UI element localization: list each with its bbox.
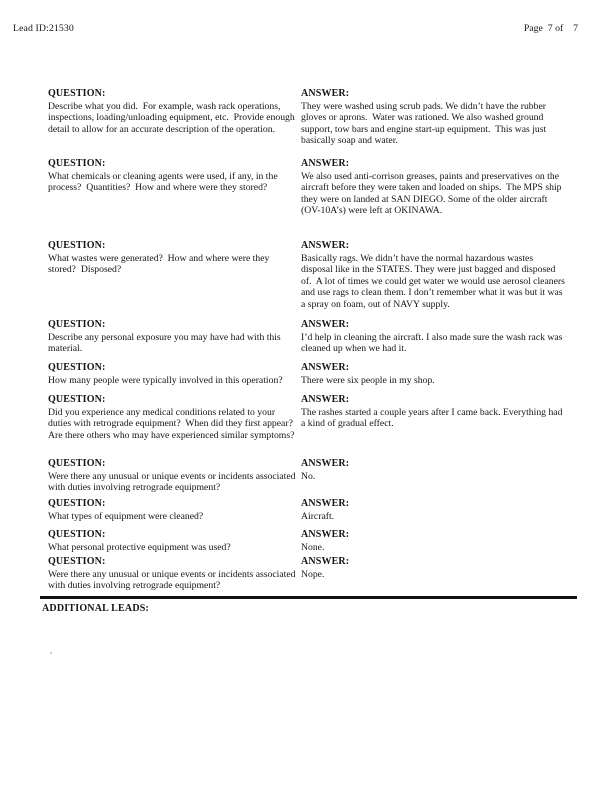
answer-block (301, 240, 568, 310)
answer-label: ANSWER: (301, 556, 350, 567)
question-label: QUESTION: (48, 529, 106, 540)
question-text: Were there any unusual or unique events or incidents associated with duties involving retrograde equipment? (48, 470, 298, 493)
answer-block (301, 556, 565, 580)
question-text: What chemicals or cleaning agents were used, if any, in the process? Quantities? How and where were they stored? (48, 170, 281, 193)
lead-id-label: Lead ID:21530 (13, 23, 74, 34)
question-text: Were there any unusual or unique events or incidents associated with duties involving retrograde equipment? (48, 568, 298, 591)
answer-text: I’d help in cleaning the aircraft. I also made sure the wash rack was cleaned up when we had it. (301, 331, 565, 354)
answer-block (301, 88, 565, 147)
question-text: How many people were typically involved in this operation? (48, 374, 283, 386)
question-block (48, 529, 298, 553)
answer-label: ANSWER: (301, 394, 350, 405)
question-text: What wastes were generated? How and where were they stored? Disposed? (48, 252, 272, 275)
scan-artifact (50, 652, 52, 654)
answer-text: Aircraft. (301, 510, 335, 522)
answer-block (301, 458, 565, 482)
answer-label: ANSWER: (301, 529, 350, 540)
question-block (48, 498, 298, 522)
question-text: What types of equipment were cleaned? (48, 510, 204, 522)
answer-label: ANSWER: (301, 88, 350, 99)
answer-text: We also used anti-corrison greases, paints and preservatives on the aircraft before they were taken and loaded on ships. The MPS ship they were on landed at SAN DIEGO. Some of the older aircraft (OV-10A’s) were left at OKINAWA. (301, 170, 564, 216)
answer-label: ANSWER: (301, 362, 350, 373)
question-text: What personal protective equipment was used? (48, 541, 231, 553)
question-label: QUESTION: (48, 362, 106, 373)
question-block (48, 158, 298, 194)
answer-text: Nope. (301, 568, 325, 580)
question-label: QUESTION: (48, 319, 106, 330)
question-block (48, 556, 298, 592)
answer-block (301, 362, 565, 386)
answer-label: ANSWER: (301, 458, 350, 469)
question-label: QUESTION: (48, 498, 106, 509)
answer-label: ANSWER: (301, 319, 350, 330)
question-label: QUESTION: (48, 458, 106, 469)
answer-text: Basically rags. We didn’t have the normal hazardous wastes disposal like in the STATES. They were just bagged and disposed of. A lot of times we could get water we would use aerosol cleaners and use rags to clean them. I don’t remember what it was but it was a spray on foam, out of NAVY supply. (301, 252, 568, 310)
answer-block (301, 529, 565, 553)
question-label: QUESTION: (48, 158, 106, 169)
question-label: QUESTION: (48, 88, 106, 99)
answer-block (301, 158, 565, 217)
answer-text: No. (301, 470, 316, 482)
answer-block (301, 498, 565, 522)
question-block (48, 394, 298, 441)
section-divider (40, 596, 577, 599)
additional-leads-heading: ADDITIONAL LEADS: (42, 603, 150, 614)
question-label: QUESTION: (48, 556, 106, 567)
question-block (48, 240, 298, 276)
answer-block (301, 319, 565, 355)
answer-label: ANSWER: (301, 158, 350, 169)
question-block (48, 458, 298, 494)
answer-block (301, 394, 565, 430)
question-label: QUESTION: (48, 394, 106, 405)
answer-text: None. (301, 541, 325, 553)
answer-text: They were washed using scrub pads. We didn’t have the rubber gloves or aprons. Water was rationed. We also washed ground support, tow bars and engine start-up equipment. This was just basically soap and water. (301, 100, 549, 146)
question-block (48, 88, 298, 135)
question-text: Describe any personal exposure you may have had with this material. (48, 331, 284, 354)
answer-text: There were six people in my shop. (301, 374, 435, 386)
question-block (48, 362, 298, 386)
answer-label: ANSWER: (301, 240, 350, 251)
question-block (48, 319, 298, 355)
question-label: QUESTION: (48, 240, 106, 251)
question-text: Describe what you did. For example, wash rack operations, inspections, loading/unloading equipment, etc. Provide enough detail to allow for an accurate description of the operation. (48, 100, 298, 135)
page-number-label: Page 7 of 7 (523, 23, 578, 34)
answer-text: The rashes started a couple years after I came back. Everything had a kind of gradual effect. (301, 406, 565, 429)
question-text: Did you experience any medical conditions related to your duties with retrograde equipment? When did they first appear? Are there others who may have experienced similar symptoms? (48, 406, 298, 441)
answer-label: ANSWER: (301, 498, 350, 509)
